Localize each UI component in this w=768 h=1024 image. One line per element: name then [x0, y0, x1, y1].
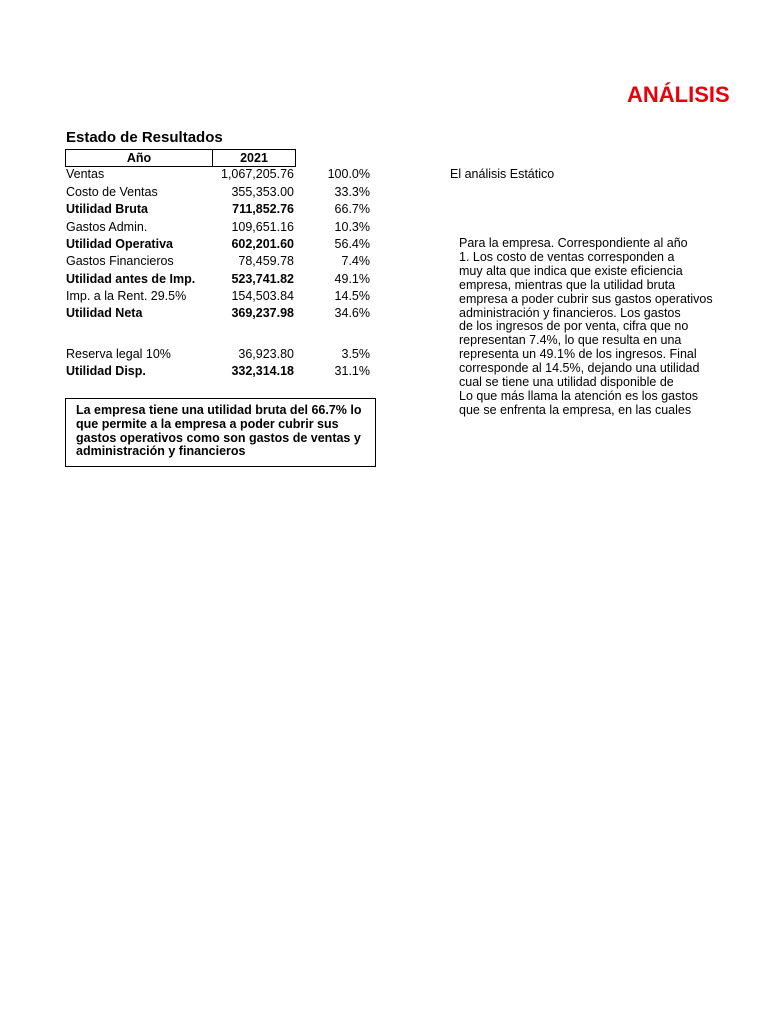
row-label: Gastos Financieros: [66, 254, 174, 268]
row-percent: 49.1%: [334, 272, 370, 286]
row-value: 332,314.18: [231, 364, 294, 378]
table-row: [66, 288, 386, 305]
row-label: Costo de Ventas: [66, 185, 158, 199]
analysis-title: ANÁLISIS: [627, 82, 730, 107]
paragraph-line: Para la empresa. Correspondiente al año: [459, 236, 688, 250]
paragraph-line: corresponde al 14.5%, dejando una utilidad: [459, 361, 700, 376]
table-row: [66, 236, 386, 253]
row-label: Gastos Admin.: [66, 220, 148, 234]
row-percent: 100.0%: [327, 167, 370, 181]
row-label: Imp. a la Rent. 29.5%: [66, 289, 187, 303]
paragraph-line: empresa, mientras que la utilidad bruta: [459, 277, 676, 292]
paragraph-line: administración y financieros. Los gastos: [459, 305, 681, 320]
row-label: Ventas: [66, 167, 105, 181]
row-label: Utilidad antes de Imp.: [66, 272, 196, 286]
row-percent: 56.4%: [334, 237, 370, 251]
table-row: [66, 363, 386, 380]
table-row: [66, 346, 386, 363]
table-row: [66, 305, 386, 322]
statement-title: Estado de Resultados: [66, 129, 223, 146]
row-percent: 10.3%: [334, 220, 370, 234]
paragraph-line: 1. Los costo de ventas corresponden a: [459, 249, 675, 264]
table-row: [66, 201, 386, 218]
paragraph-line: Lo que más llama la atención es los gastos: [459, 388, 699, 403]
row-percent: 14.5%: [334, 289, 370, 303]
row-label: Utilidad Operativa: [66, 237, 173, 251]
analysis-paragraph: [459, 236, 713, 417]
paragraph-line: muy alta que indica que existe eficiencia: [459, 263, 683, 278]
row-label: Utilidad Bruta: [66, 202, 148, 216]
row-value: 369,237.98: [231, 306, 294, 320]
row-value: 109,651.16: [231, 220, 294, 234]
row-label: Reserva legal 10%: [66, 347, 171, 361]
row-percent: 3.5%: [341, 347, 370, 361]
paragraph-line: empresa a poder cubrir sus gastos operativos: [459, 291, 713, 306]
row-percent: 31.1%: [334, 364, 370, 378]
summary-note-box: La empresa tiene una utilidad bruta del 66.7% lo que permite a la empresa a poder cubrir sus gastos operativos como son gastos de ventas y administración y financieros: [65, 398, 376, 467]
row-value: 78,459.78: [238, 254, 294, 268]
year-value-cell: 2021: [212, 149, 296, 167]
static-analysis-label: El análisis Estático: [450, 167, 555, 181]
year-header-cell: Año: [65, 149, 213, 167]
table-row: [66, 184, 386, 201]
row-value: 1,067,205.76: [221, 167, 294, 181]
row-percent: 7.4%: [341, 254, 370, 268]
paragraph-line: representa un 49.1% de los ingresos. Final: [459, 347, 697, 362]
row-value: 523,741.82: [231, 272, 294, 286]
table-row: [66, 253, 386, 270]
row-value: 154,503.84: [231, 289, 294, 303]
row-value: 355,353.00: [231, 185, 294, 199]
row-label: Utilidad Disp.: [66, 364, 146, 378]
table-row: [66, 271, 386, 288]
row-percent: 34.6%: [334, 306, 370, 320]
row-value: 602,201.60: [231, 237, 294, 251]
paragraph-line: representan 7.4%, lo que resulta en una: [459, 333, 682, 348]
row-percent: 33.3%: [334, 185, 370, 199]
table-row: [66, 166, 386, 183]
row-value: 36,923.80: [238, 347, 294, 361]
row-value: 711,852.76: [232, 202, 294, 216]
paragraph-line: cual se tiene una utilidad disponible de: [459, 375, 674, 390]
paragraph-line: que se enfrenta la empresa, en las cuales: [459, 402, 692, 417]
table-row: [66, 219, 386, 236]
row-percent: 66.7%: [334, 202, 370, 216]
paragraph-line: de los ingresos de por venta, cifra que no: [459, 319, 689, 334]
row-label: Utilidad Neta: [66, 306, 143, 320]
